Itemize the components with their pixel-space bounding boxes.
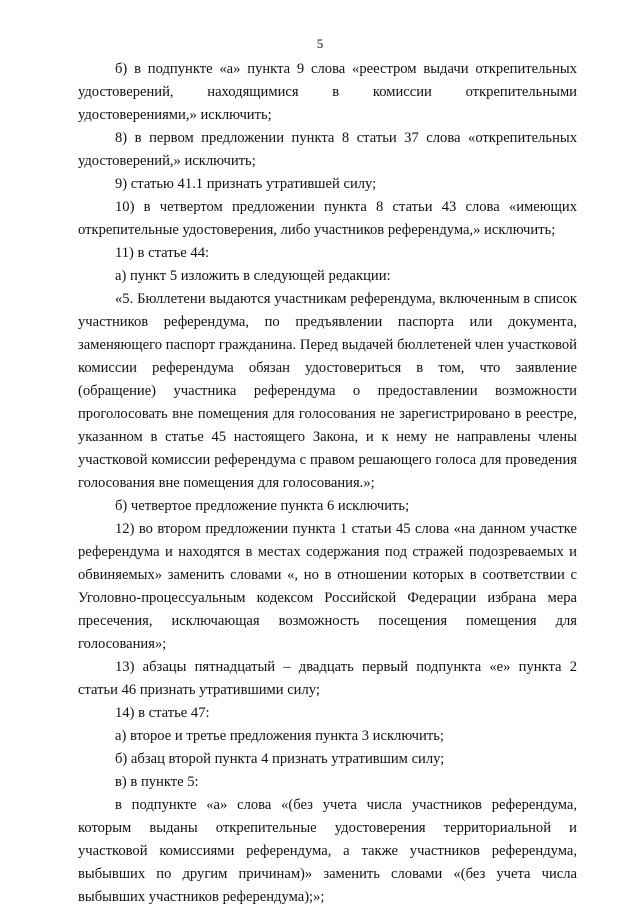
paragraph: б) в подпункте «а» пункта 9 слова «реестром выдачи открепительных удостоверений, находящимися в комиссии открепительными удостоверениями,» исключить; [78,61,577,123]
paragraph: 8) в первом предложении пункта 8 статьи 37 слова «открепительных удостоверений,» исключить; [78,130,577,169]
paragraph: б) абзац второй пункта 4 признать утратившим силу; [115,751,445,767]
paragraph: 11) в статье 44: [115,245,210,261]
document-body [78,58,577,909]
paragraph: 9) статью 41.1 признать утратившей силу; [115,176,377,192]
paragraph: а) пункт 5 изложить в следующей редакции: [115,268,391,284]
paragraph: 10) в четвертом предложении пункта 8 статьи 43 слова «имеющих открепительные удостоверения, либо участников референдума,» исключить; [78,199,577,238]
paragraph: 14) в статье 47: [115,705,210,721]
paragraph: в) в пункте 5: [115,774,199,790]
paragraph: б) четвертое предложение пункта 6 исключить; [115,498,410,514]
paragraph: 13) абзацы пятнадцатый – двадцать первый подпункта «е» пункта 2 статьи 46 признать утратившими силу; [78,659,577,698]
paragraph: в подпункте «а» слова «(без учета числа участников референдума, которым выданы открепительные удостоверения территориальной и участковой комиссиями референдума, а также участников референдума, выбывших по другим причинам)» заменить словами «(без учета числа выбывших участников референдума);»; [78,797,577,905]
paragraph: 12) во втором предложении пункта 1 статьи 45 слова «на данном участке референдума и находятся в местах содержания под стражей подозреваемых и обвиняемых» заменить словами «, но в отношении которых в соответствии с Уголовно-процессуальным кодексом Российской Федерации избрана мера пресечения, исключающая возможность посещения помещения для голосования»; [78,521,577,652]
page-number: 5 [316,36,324,51]
paragraph: а) второе и третье предложения пункта 3 исключить; [115,728,444,744]
paragraph: «5. Бюллетени выдаются участникам референдума, включенным в список участников референдума, по предъявлении паспорта или документа, заменяющего паспорт гражданина. Перед выдачей бюллетеней член участковой комиссии референдума обязан удостовериться в том, что заявление (обращение) участника референдума о предоставлении возможности проголосовать вне помещения для голосования не зарегистрировано в реестре, указанном в статье 45 настоящего Закона, и к нему не направлены члены участковой комиссии референдума с правом решающего голоса для проведения голосования вне помещения для голосования.»; [78,291,577,491]
